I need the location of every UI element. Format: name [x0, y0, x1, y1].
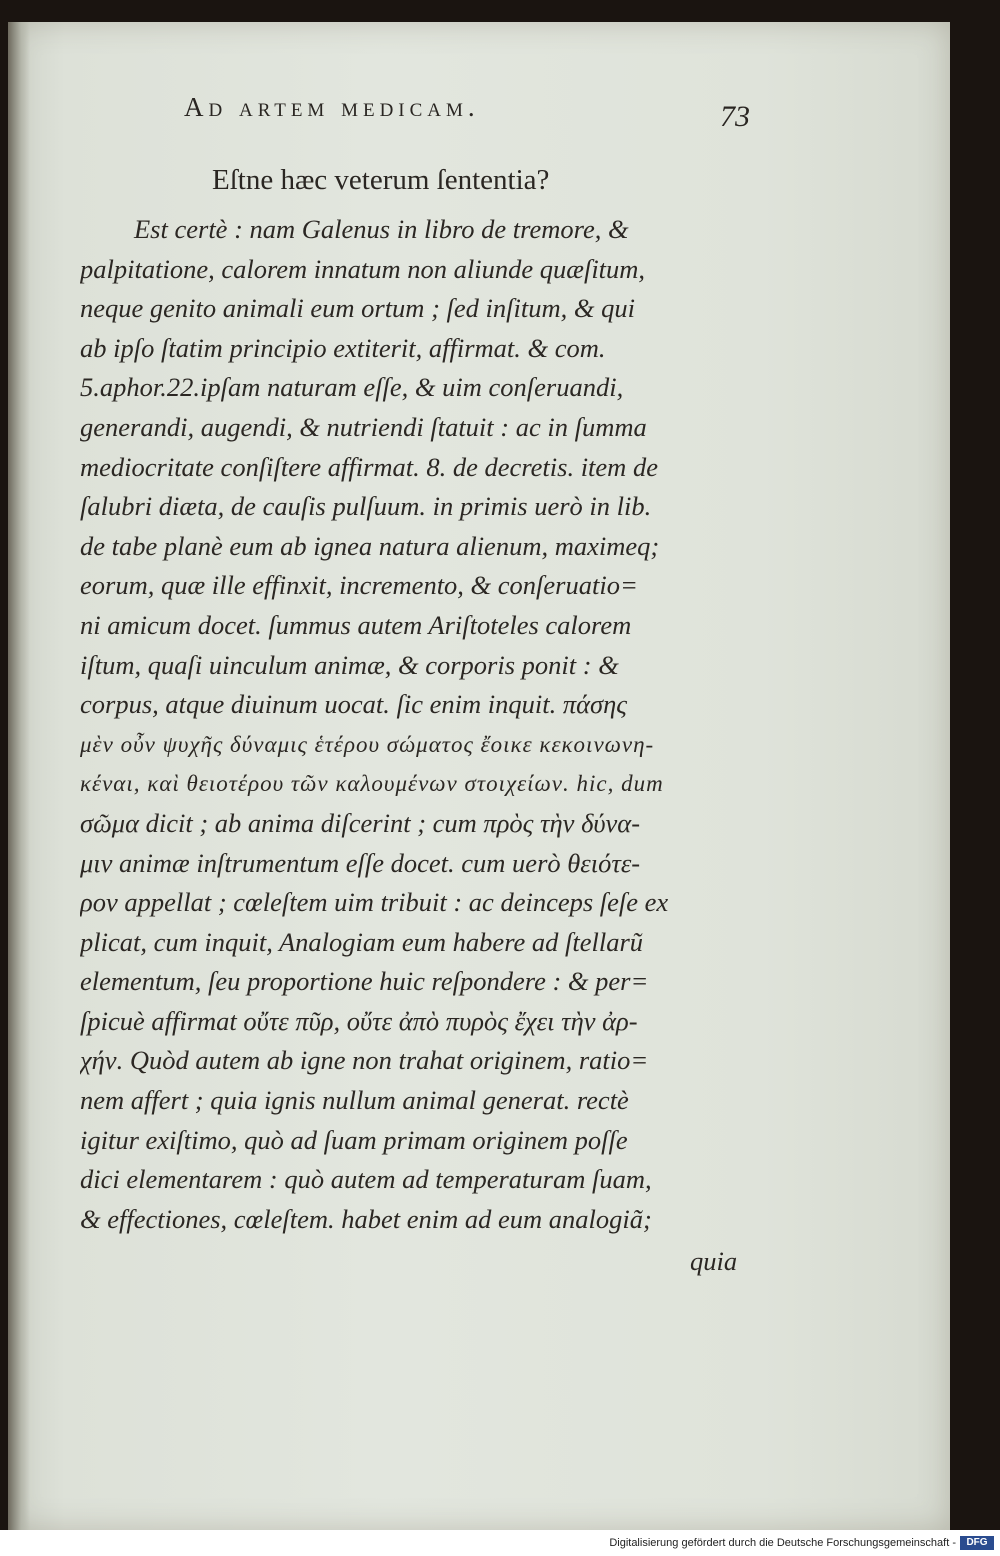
text-line: mediocritate conſiſtere affirmat. 8. de decretis. item de [80, 451, 658, 482]
text-line: μὲν οὖν ψυχῆς δύναμις ἑτέρου σώματος ἔοικε κεκοινωνη- [80, 731, 655, 757]
text-line: corpus, atque diuinum uocat. ſic enim inquit. πάσης [80, 689, 627, 720]
text-line: ρον appellat ; cœleſtem uim tribuit : ac deinceps ſeſe ex [80, 887, 669, 918]
dfg-logo: DFG [960, 1536, 994, 1550]
text-line: κέναι, καὶ θειοτέρου τῶν καλουμένων στοιχείων. hic, dum [80, 771, 664, 797]
catchword: quia [690, 1246, 738, 1276]
digitization-credit: Digitalisierung gefördert durch die Deutsche Forschungsgemeinschaft - [609, 1537, 956, 1549]
text-line: Est certè : nam Galenus in libro de tremore, & [134, 214, 629, 244]
section-question: Eſtne hæc veterum ſententia? [212, 164, 550, 196]
body-text [80, 210, 760, 1239]
text-line: σῶμα dicit ; ab anima diſcerint ; cum πρὸς τὴν δύνα- [80, 807, 641, 838]
text-line: ſalubri diæta, de cauſis pulſuum. in primis uerò in lib. [80, 491, 652, 522]
text-line: ni amicum docet. ſummus autem Ariſtoteles calorem [80, 609, 632, 640]
text-line: igitur exiſtimo, quò ad ſuam primam originem poſſe [80, 1124, 628, 1155]
text-line: de tabe planè eum ab ignea natura alienum, maximeq; [80, 530, 660, 561]
text-line: neque genito animali eum ortum ; ſed inſitum, & qui [80, 293, 635, 324]
page-gutter-shadow [8, 22, 30, 1530]
text-line: nem affert ; quia ignis nullum animal generat. rectè [80, 1085, 629, 1116]
text-line: & effectiones, cœleſtem. habet enim ad eum analogiã; [80, 1203, 652, 1234]
text-line: 5.aphor.22.ipſam naturam eſſe, & uim conſeruandi, [80, 372, 624, 403]
text-line: dici elementarem : quò autem ad temperaturam ſuam, [80, 1164, 652, 1195]
text-line: ſpicuè affirmat οὔτε πῦρ, οὔτε ἀπὸ πυρὸς ἔχει τὴν ἀρ- [80, 1005, 638, 1036]
text-line: elementum, ſeu proportione huic reſpondere : & per= [80, 966, 649, 997]
text-line: plicat, cum inquit, Analogiam eum habere ad ſtellarũ [80, 926, 644, 957]
text-line: eorum, quæ ille effinxit, incremento, & conſeruatio= [80, 570, 638, 601]
text-line: palpitatione, calorem innatum non aliunde quæſitum, [80, 253, 646, 284]
text-line: ab ipſo ſtatim principio extiterit, affirmat. & com. [80, 332, 606, 363]
page-number: 73 [720, 100, 750, 133]
text-line: generandi, augendi, & nutriendi ſtatuit : ac in ſumma [80, 411, 647, 442]
text-line: χήν. Quòd autem ab igne non trahat originem, ratio= [80, 1045, 649, 1076]
text-line: μιν animæ inſtrumentum eſſe docet. cum uerò θειότε- [80, 847, 641, 878]
text-line: iſtum, quaſi uinculum animæ, & corporis ponit : & [80, 649, 619, 680]
running-head: Ad artem medicam. [184, 92, 480, 122]
